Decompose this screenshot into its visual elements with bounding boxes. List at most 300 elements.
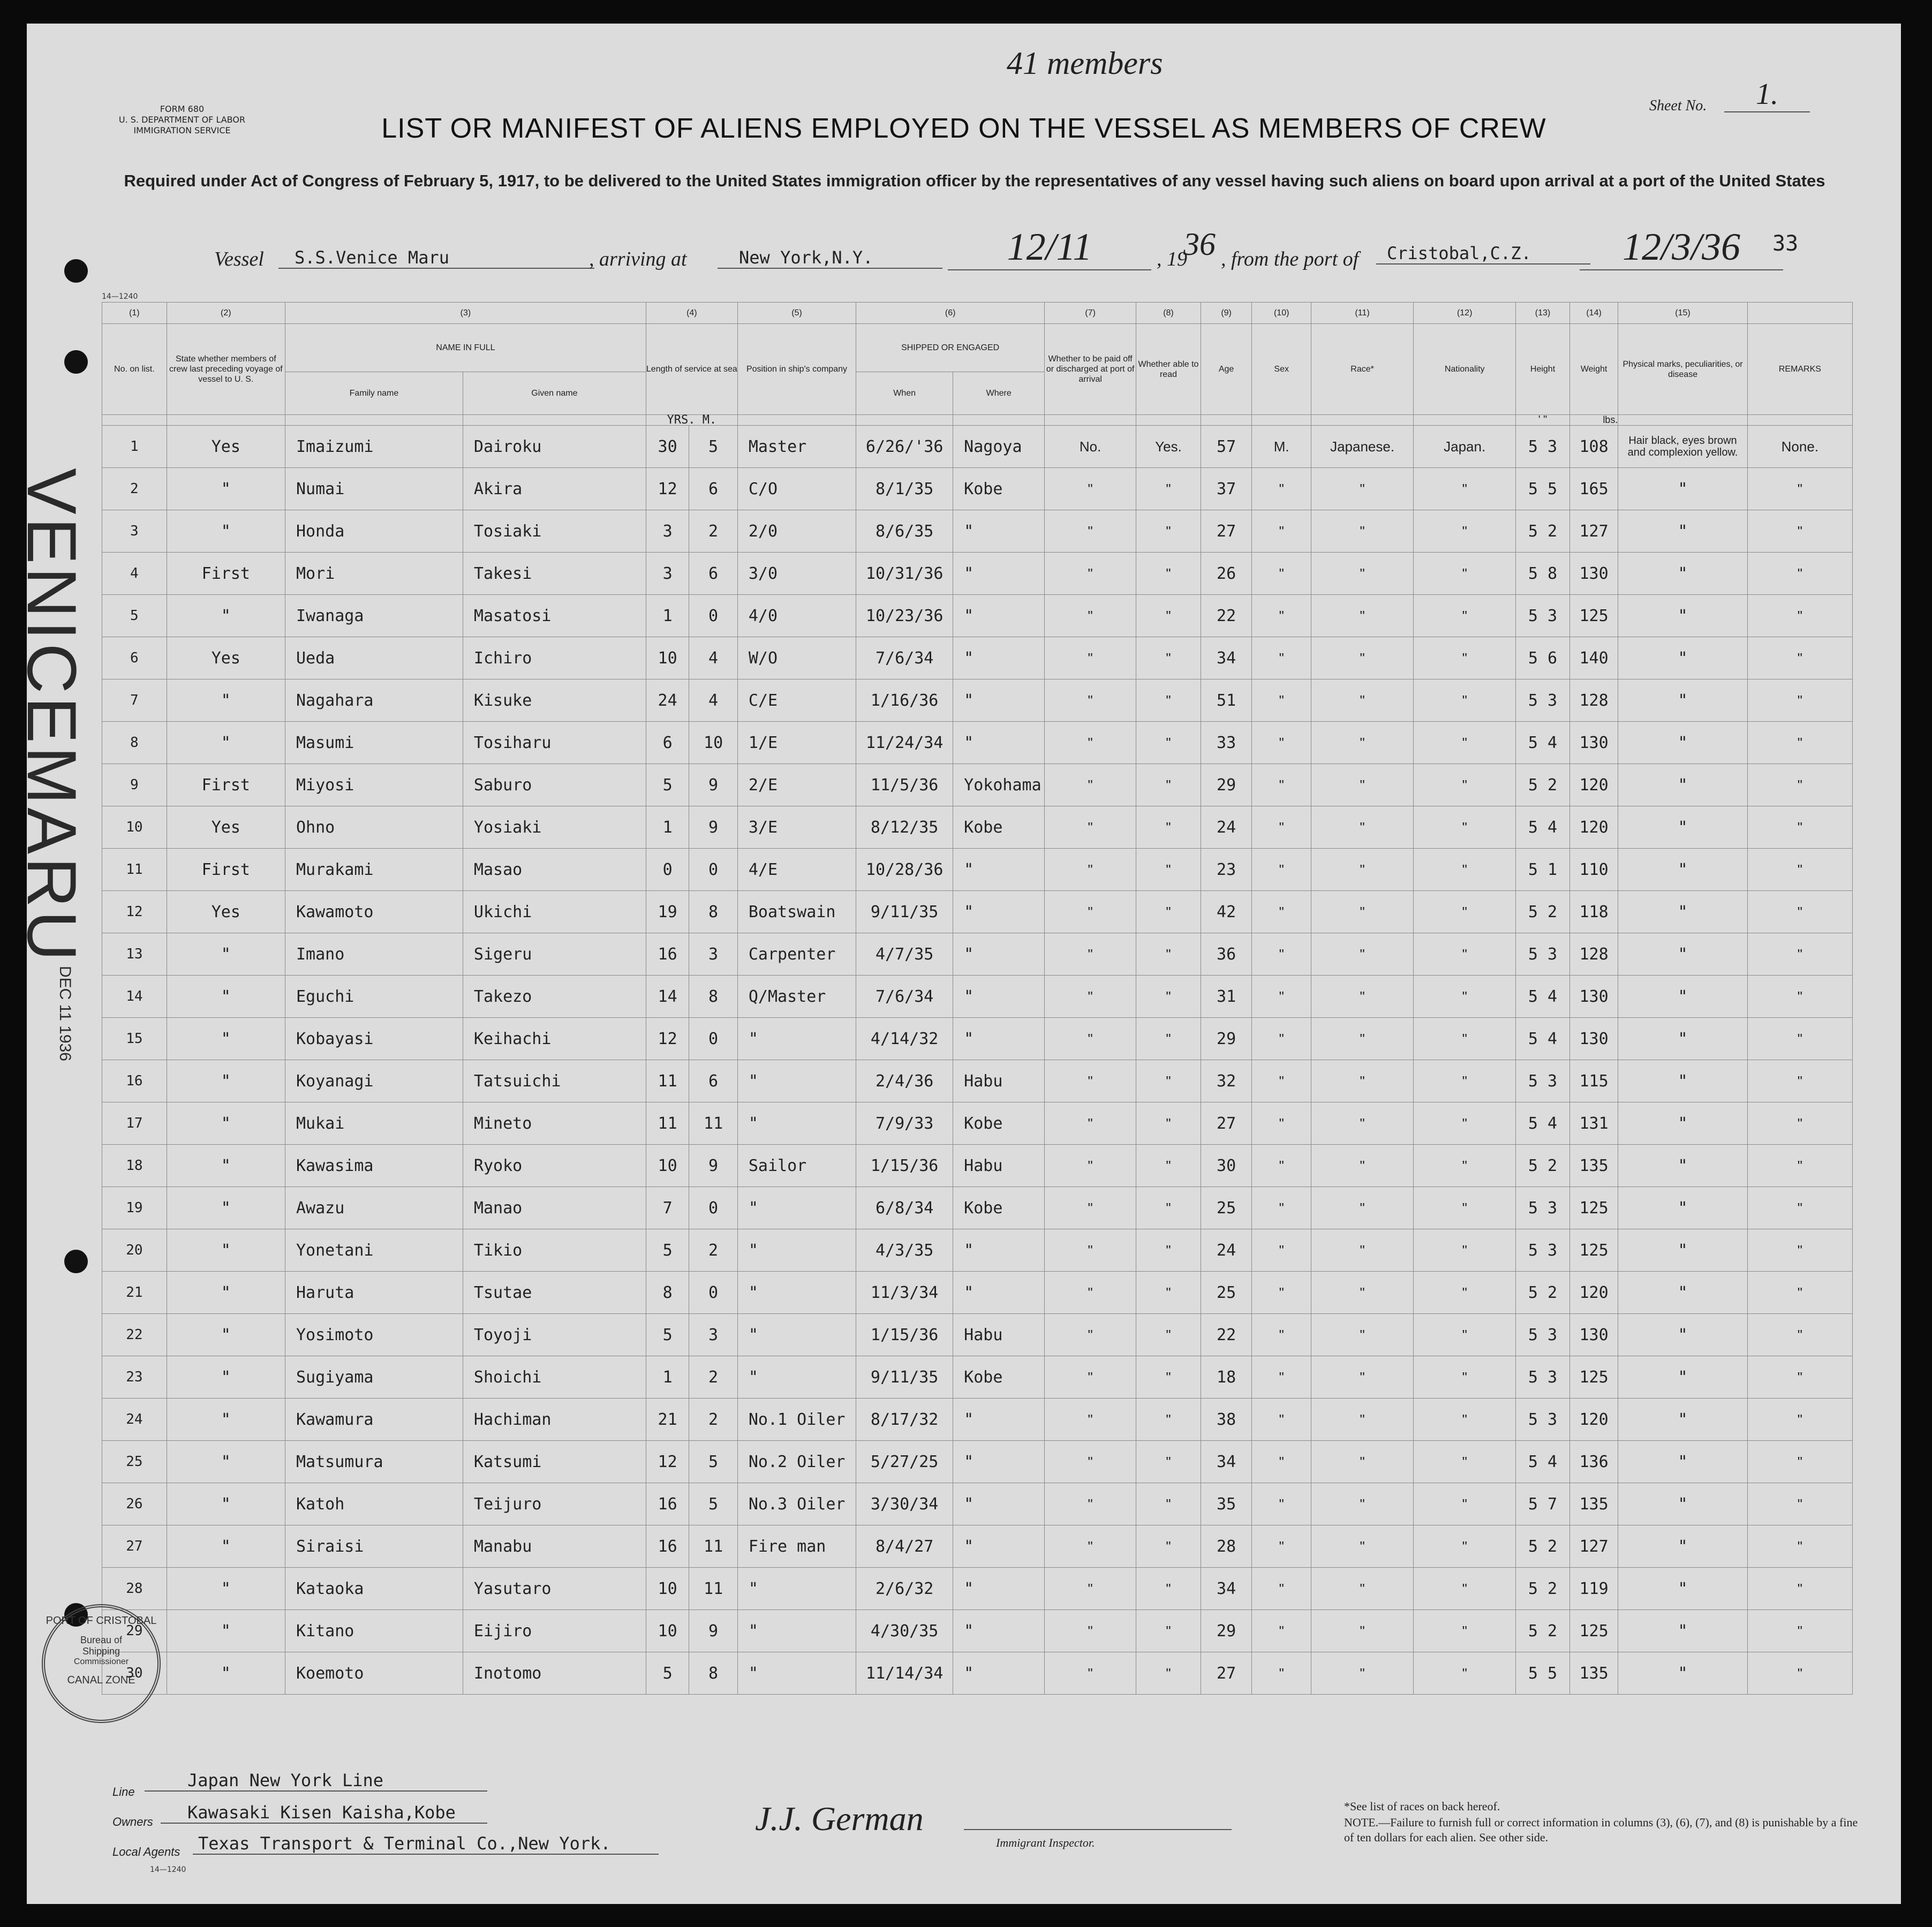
last-voyage-cell: ": [167, 1652, 285, 1695]
family-name-cell: Kobayasi: [285, 1018, 463, 1060]
height-cell: 5 5: [1516, 1652, 1570, 1695]
row-number: 18: [102, 1145, 167, 1187]
shipped-when-cell: 7/9/33: [856, 1102, 953, 1145]
sex-cell: ": [1252, 1525, 1311, 1568]
able-to-read-cell: ": [1136, 1652, 1201, 1695]
row-number: 27: [102, 1525, 167, 1568]
remarks-cell: ": [1747, 553, 1852, 595]
table-row: [102, 426, 1853, 468]
height-cell: 5 3: [1516, 679, 1570, 722]
sex-cell: ": [1252, 764, 1311, 806]
service-years-cell: 3: [646, 553, 689, 595]
remarks-cell: ": [1747, 849, 1852, 891]
remarks-cell: ": [1747, 1060, 1852, 1102]
header-able-to-read: Whether able to read: [1136, 324, 1201, 415]
weight-cell: 127: [1569, 510, 1618, 553]
table-row: [102, 1060, 1853, 1102]
shipped-when-cell: 1/16/36: [856, 679, 953, 722]
physical-marks-cell: ": [1618, 1356, 1747, 1399]
weight-cell: 128: [1569, 933, 1618, 976]
given-name-cell: Katsumi: [463, 1441, 646, 1483]
vessel-name-stamp: VENICEMARU: [13, 468, 91, 964]
race-cell: ": [1311, 553, 1414, 595]
service-years-cell: 21: [646, 1399, 689, 1441]
last-voyage-cell: ": [167, 1145, 285, 1187]
table-row: [102, 891, 1853, 933]
family-name-cell: Mori: [285, 553, 463, 595]
physical-marks-cell: ": [1618, 1441, 1747, 1483]
table-row: [102, 1229, 1853, 1272]
nationality-cell: ": [1414, 1441, 1516, 1483]
age-cell: 28: [1201, 1525, 1252, 1568]
nationality-cell: ": [1414, 1145, 1516, 1187]
sex-cell: ": [1252, 1314, 1311, 1356]
shipped-when-cell: 8/1/35: [856, 468, 953, 510]
last-voyage-cell: ": [167, 1272, 285, 1314]
position-cell: 4/E: [737, 849, 856, 891]
nationality-cell: ": [1414, 1229, 1516, 1272]
position-cell: 1/E: [737, 722, 856, 764]
shipped-where-cell: Kobe: [953, 468, 1045, 510]
position-cell: ": [737, 1272, 856, 1314]
shipped-when-cell: 1/15/36: [856, 1314, 953, 1356]
paid-off-cell: ": [1045, 1314, 1136, 1356]
shipped-when-cell: 4/7/35: [856, 933, 953, 976]
height-cell: 5 2: [1516, 764, 1570, 806]
header-age: Age: [1201, 324, 1252, 415]
sex-cell: ": [1252, 806, 1311, 849]
sex-cell: ": [1252, 891, 1311, 933]
col-num: (7): [1045, 303, 1136, 324]
paid-off-cell: ": [1045, 1568, 1136, 1610]
last-voyage-cell: ": [167, 1187, 285, 1229]
service-months-cell: 11: [689, 1568, 738, 1610]
weight-cell: 128: [1569, 679, 1618, 722]
given-name-cell: Manabu: [463, 1525, 646, 1568]
physical-marks-cell: ": [1618, 1314, 1747, 1356]
height-cell: 5 3: [1516, 1060, 1570, 1102]
race-cell: ": [1311, 1610, 1414, 1652]
shipped-when-cell: 8/4/27: [856, 1525, 953, 1568]
shipped-where-cell: ": [953, 933, 1045, 976]
crew-rows: [102, 426, 1853, 1695]
able-to-read-cell: ": [1136, 1145, 1201, 1187]
nationality-cell: ": [1414, 1525, 1516, 1568]
col-num: (10): [1252, 303, 1311, 324]
nationality-cell: ": [1414, 679, 1516, 722]
given-name-cell: Shoichi: [463, 1356, 646, 1399]
able-to-read-cell: ": [1136, 1229, 1201, 1272]
given-name-cell: Masatosi: [463, 595, 646, 637]
shipped-where-cell: Kobe: [953, 806, 1045, 849]
service-months-cell: 3: [689, 933, 738, 976]
height-cell: 5 4: [1516, 1102, 1570, 1145]
able-to-read-cell: ": [1136, 1060, 1201, 1102]
sex-cell: ": [1252, 553, 1311, 595]
sex-cell: ": [1252, 1187, 1311, 1229]
physical-marks-cell: ": [1618, 1018, 1747, 1060]
height-cell: 5 7: [1516, 1483, 1570, 1525]
service-years-cell: 10: [646, 1568, 689, 1610]
paid-off-cell: ": [1045, 1652, 1136, 1695]
height-cell: 5 5: [1516, 468, 1570, 510]
physical-marks-cell: ": [1618, 1483, 1747, 1525]
physical-marks-cell: ": [1618, 722, 1747, 764]
height-cell: 5 2: [1516, 1525, 1570, 1568]
given-name-cell: Yasutaro: [463, 1568, 646, 1610]
last-voyage-cell: Yes: [167, 637, 285, 679]
service-months-cell: 2: [689, 510, 738, 553]
race-cell: ": [1311, 468, 1414, 510]
remarks-cell: ": [1747, 1356, 1852, 1399]
height-cell: 5 2: [1516, 510, 1570, 553]
last-voyage-cell: ": [167, 933, 285, 976]
service-months-cell: 2: [689, 1399, 738, 1441]
position-cell: No.3 Oiler: [737, 1483, 856, 1525]
manifest-sheet: [13, 24, 1901, 1904]
paid-off-cell: ": [1045, 722, 1136, 764]
weight-cell: 140: [1569, 637, 1618, 679]
shipped-when-cell: 10/31/36: [856, 553, 953, 595]
height-cell: 5 3: [1516, 426, 1570, 468]
remarks-cell: ": [1747, 1399, 1852, 1441]
header-name-in-full: NAME IN FULL: [285, 324, 646, 372]
position-cell: ": [737, 1652, 856, 1695]
paid-off-cell: ": [1045, 849, 1136, 891]
weight-cell: 120: [1569, 1272, 1618, 1314]
position-cell: 2/E: [737, 764, 856, 806]
table-row: [102, 764, 1853, 806]
remarks-cell: ": [1747, 1568, 1852, 1610]
physical-marks-cell: ": [1618, 1060, 1747, 1102]
last-voyage-cell: Yes: [167, 891, 285, 933]
race-cell: ": [1311, 1102, 1414, 1145]
table-row: [102, 1145, 1853, 1187]
header-remarks: REMARKS: [1747, 324, 1852, 415]
weight-cell: 108: [1569, 426, 1618, 468]
service-months-cell: 4: [689, 679, 738, 722]
given-name-cell: Akira: [463, 468, 646, 510]
physical-marks-cell: ": [1618, 1229, 1747, 1272]
table-row: [102, 510, 1853, 553]
row-number: 29: [102, 1610, 167, 1652]
able-to-read-cell: ": [1136, 510, 1201, 553]
able-to-read-cell: ": [1136, 1610, 1201, 1652]
position-cell: ": [737, 1356, 856, 1399]
nationality-cell: ": [1414, 595, 1516, 637]
remarks-cell: ": [1747, 764, 1852, 806]
position-cell: Q/Master: [737, 976, 856, 1018]
service-months-cell: 3: [689, 1314, 738, 1356]
physical-marks-cell: ": [1618, 468, 1747, 510]
weight-cell: 130: [1569, 1314, 1618, 1356]
table-row: [102, 1652, 1853, 1695]
nationality-cell: ": [1414, 1187, 1516, 1229]
able-to-read-cell: ": [1136, 891, 1201, 933]
shipped-where-cell: ": [953, 976, 1045, 1018]
weight-cell: 125: [1569, 595, 1618, 637]
weight-cell: 110: [1569, 849, 1618, 891]
service-years-cell: 16: [646, 1525, 689, 1568]
weight-cell: 120: [1569, 806, 1618, 849]
able-to-read-cell: ": [1136, 1314, 1201, 1356]
col-num: (5): [737, 303, 856, 324]
row-number: 20: [102, 1229, 167, 1272]
shipped-where-cell: ": [953, 1483, 1045, 1525]
service-years-cell: 6: [646, 722, 689, 764]
position-cell: ": [737, 1568, 856, 1610]
given-name-cell: Tikio: [463, 1229, 646, 1272]
family-name-cell: Koyanagi: [285, 1060, 463, 1102]
family-name-cell: Imano: [285, 933, 463, 976]
paid-off-cell: ": [1045, 595, 1136, 637]
service-months-cell: 6: [689, 1060, 738, 1102]
shipped-when-cell: 11/5/36: [856, 764, 953, 806]
col-num: (8): [1136, 303, 1201, 324]
col-num: (6): [856, 303, 1045, 324]
family-name-cell: Miyosi: [285, 764, 463, 806]
sex-cell: ": [1252, 1356, 1311, 1399]
header-paid-off: Whether to be paid off or discharged at port of arrival: [1045, 324, 1136, 415]
able-to-read-cell: ": [1136, 468, 1201, 510]
owners-label: Owners: [112, 1815, 153, 1828]
sex-cell: ": [1252, 1652, 1311, 1695]
sex-cell: ": [1252, 1610, 1311, 1652]
height-cell: 5 8: [1516, 553, 1570, 595]
remarks-cell: ": [1747, 1229, 1852, 1272]
service-years-cell: 10: [646, 1145, 689, 1187]
given-name-cell: Inotomo: [463, 1652, 646, 1695]
table-row: [102, 722, 1853, 764]
height-cell: 5 4: [1516, 1441, 1570, 1483]
table-row: [102, 1102, 1853, 1145]
race-cell: ": [1311, 1483, 1414, 1525]
height-cell: 5 2: [1516, 1568, 1570, 1610]
family-name-cell: Kawasima: [285, 1145, 463, 1187]
age-cell: 18: [1201, 1356, 1252, 1399]
header-shipped-or-engaged: SHIPPED OR ENGAGED: [856, 324, 1045, 372]
row-number: 19: [102, 1187, 167, 1229]
service-months-cell: 10: [689, 722, 738, 764]
position-cell: C/E: [737, 679, 856, 722]
shipped-when-cell: 5/27/25: [856, 1441, 953, 1483]
shipped-where-cell: Habu: [953, 1314, 1045, 1356]
shipped-when-cell: 3/30/34: [856, 1483, 953, 1525]
table-row: [102, 976, 1853, 1018]
agents-label: Local Agents: [112, 1845, 180, 1858]
age-cell: 33: [1201, 722, 1252, 764]
able-to-read-cell: ": [1136, 679, 1201, 722]
shipped-where-cell: ": [953, 553, 1045, 595]
able-to-read-cell: ": [1136, 806, 1201, 849]
race-cell: ": [1311, 1018, 1414, 1060]
arrival-port: New York,N.Y.: [718, 247, 942, 269]
age-cell: 22: [1201, 1314, 1252, 1356]
shipped-where-cell: Kobe: [953, 1102, 1045, 1145]
shipped-where-cell: ": [953, 1610, 1045, 1652]
shipped-where-cell: ": [953, 510, 1045, 553]
remarks-cell: ": [1747, 722, 1852, 764]
table-row: [102, 1356, 1853, 1399]
able-to-read-cell: ": [1136, 722, 1201, 764]
able-to-read-cell: ": [1136, 553, 1201, 595]
paid-off-cell: ": [1045, 933, 1136, 976]
table-row: [102, 553, 1853, 595]
table-row: [102, 1018, 1853, 1060]
height-cell: 5 2: [1516, 1145, 1570, 1187]
given-name-cell: Eijiro: [463, 1610, 646, 1652]
service-years-cell: 12: [646, 468, 689, 510]
weight-cell: 120: [1569, 764, 1618, 806]
department-name: U. S. DEPARTMENT OF LABOR: [118, 115, 246, 125]
row-number: 11: [102, 849, 167, 891]
sex-cell: ": [1252, 1441, 1311, 1483]
header-given-name: Given name: [463, 372, 646, 415]
row-number: 30: [102, 1652, 167, 1695]
last-voyage-cell: ": [167, 510, 285, 553]
service-years-cell: 1: [646, 1356, 689, 1399]
able-to-read-cell: ": [1136, 933, 1201, 976]
able-to-read-cell: ": [1136, 595, 1201, 637]
sex-cell: ": [1252, 1568, 1311, 1610]
remarks-cell: ": [1747, 510, 1852, 553]
given-name-cell: Tosiharu: [463, 722, 646, 764]
last-voyage-cell: ": [167, 1102, 285, 1145]
physical-marks-cell: ": [1618, 1399, 1747, 1441]
weight-cell: 135: [1569, 1652, 1618, 1695]
race-cell: Japanese.: [1311, 426, 1414, 468]
race-cell: ": [1311, 891, 1414, 933]
weight-cell: 125: [1569, 1229, 1618, 1272]
last-voyage-cell: ": [167, 976, 285, 1018]
family-name-cell: Kitano: [285, 1610, 463, 1652]
nationality-cell: ": [1414, 1018, 1516, 1060]
sex-cell: ": [1252, 1060, 1311, 1102]
shipped-when-cell: 8/12/35: [856, 806, 953, 849]
weight-cell: 118: [1569, 891, 1618, 933]
shipped-where-cell: ": [953, 637, 1045, 679]
family-name-cell: Koemoto: [285, 1652, 463, 1695]
remarks-cell: ": [1747, 1314, 1852, 1356]
table-row: [102, 1483, 1853, 1525]
row-number: 7: [102, 679, 167, 722]
sex-cell: ": [1252, 679, 1311, 722]
header-when: When: [856, 372, 953, 415]
race-cell: ": [1311, 1229, 1414, 1272]
nationality-cell: ": [1414, 1568, 1516, 1610]
service-months-cell: 11: [689, 1525, 738, 1568]
given-name-cell: Mineto: [463, 1102, 646, 1145]
header-length-of-service: Length of service at sea: [646, 324, 737, 415]
shipped-when-cell: 8/17/32: [856, 1399, 953, 1441]
shipped-when-cell: 9/11/35: [856, 891, 953, 933]
paid-off-cell: ": [1045, 1272, 1136, 1314]
nationality-cell: ": [1414, 933, 1516, 976]
race-cell: ": [1311, 764, 1414, 806]
age-cell: 42: [1201, 891, 1252, 933]
sex-cell: ": [1252, 1483, 1311, 1525]
age-cell: 23: [1201, 849, 1252, 891]
position-cell: ": [737, 1610, 856, 1652]
given-name-cell: Tosiaki: [463, 510, 646, 553]
sex-cell: ": [1252, 637, 1311, 679]
race-cell: ": [1311, 722, 1414, 764]
form-number: FORM 680: [160, 104, 205, 114]
table-row: [102, 1568, 1853, 1610]
race-cell: ": [1311, 806, 1414, 849]
line-label: Line: [112, 1785, 135, 1798]
header-sex: Sex: [1252, 324, 1311, 415]
physical-marks-cell: ": [1618, 1610, 1747, 1652]
service-years-cell: 10: [646, 1610, 689, 1652]
table-row: [102, 1399, 1853, 1441]
shipped-when-cell: 8/6/35: [856, 510, 953, 553]
physical-marks-cell: ": [1618, 849, 1747, 891]
paid-off-cell: ": [1045, 679, 1136, 722]
last-voyage-cell: ": [167, 595, 285, 637]
position-cell: Carpenter: [737, 933, 856, 976]
family-name-cell: Awazu: [285, 1187, 463, 1229]
age-cell: 29: [1201, 1018, 1252, 1060]
physical-marks-cell: ": [1618, 510, 1747, 553]
last-voyage-cell: ": [167, 468, 285, 510]
height-cell: 5 3: [1516, 933, 1570, 976]
service-name: IMMIGRATION SERVICE: [133, 125, 231, 135]
given-name-cell: Ryoko: [463, 1145, 646, 1187]
age-cell: 25: [1201, 1272, 1252, 1314]
weight-cell: 115: [1569, 1060, 1618, 1102]
nationality-cell: ": [1414, 1652, 1516, 1695]
family-name-cell: Eguchi: [285, 976, 463, 1018]
date-stamp: DEC 11 1936: [56, 966, 74, 1061]
able-to-read-cell: ": [1136, 849, 1201, 891]
sheet-number: 1.: [1724, 77, 1810, 112]
paid-off-cell: ": [1045, 1610, 1136, 1652]
last-voyage-cell: ": [167, 1314, 285, 1356]
height-cell: 5 3: [1516, 595, 1570, 637]
family-name-cell: Ohno: [285, 806, 463, 849]
departure-date: 12/3/36: [1580, 225, 1783, 270]
nationality-cell: ": [1414, 849, 1516, 891]
weight-cell: 125: [1569, 1187, 1618, 1229]
inspector-signature: J.J. German: [755, 1800, 924, 1838]
sex-cell: ": [1252, 1229, 1311, 1272]
remarks-cell: ": [1747, 679, 1852, 722]
race-cell: ": [1311, 595, 1414, 637]
header-nationality: Nationality: [1414, 324, 1516, 415]
table-row: [102, 637, 1853, 679]
service-years-cell: 30: [646, 426, 689, 468]
nationality-cell: ": [1414, 764, 1516, 806]
position-cell: ": [737, 1102, 856, 1145]
shipped-when-cell: 9/11/35: [856, 1356, 953, 1399]
header-physical-marks: Physical marks, peculiarities, or disease: [1618, 324, 1747, 415]
service-years-cell: 5: [646, 764, 689, 806]
paid-off-cell: ": [1045, 806, 1136, 849]
age-cell: 22: [1201, 595, 1252, 637]
remarks-cell: ": [1747, 1102, 1852, 1145]
nationality-cell: ": [1414, 637, 1516, 679]
departure-port: Cristobal,C.Z.: [1376, 243, 1590, 265]
weight-cell: 165: [1569, 468, 1618, 510]
weight-cell: 125: [1569, 1610, 1618, 1652]
family-name-cell: Nagahara: [285, 679, 463, 722]
members-note: 41 members: [1007, 46, 1163, 81]
given-name-cell: Hachiman: [463, 1399, 646, 1441]
family-name-cell: Kataoka: [285, 1568, 463, 1610]
race-cell: ": [1311, 1399, 1414, 1441]
shipped-when-cell: 10/23/36: [856, 595, 953, 637]
